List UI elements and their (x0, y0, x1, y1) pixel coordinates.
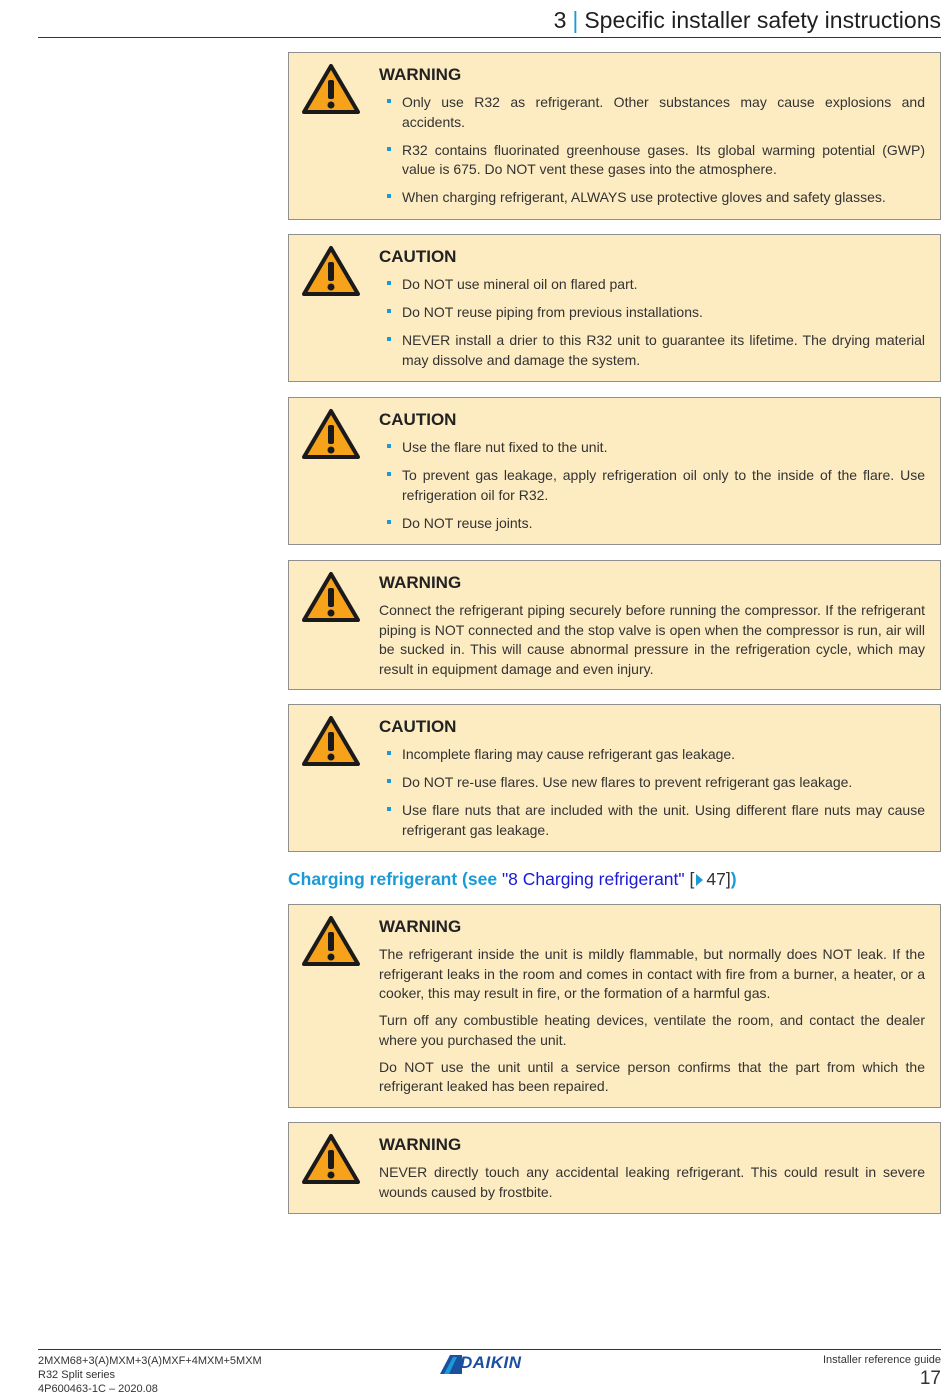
box-paragraph: Connect the refrigerant piping securely before running the compressor. If the refrigerant piping is NOT connected and the stop valve is open when the compressor is run, air will be sucked in. This will cause abnormal pressure in the refrigeration cycle, which may result in equipment damage and even injury. (379, 602, 925, 677)
box-heading: WARNING (379, 573, 462, 592)
footer-guide-title: Installer reference guide (822, 1354, 941, 1366)
warning-triangle-icon (301, 571, 361, 623)
bracket-open: [ (684, 869, 695, 889)
box-paragraph: Turn off any combustible heating devices, ventilate the room, and contact the dealer where you purchased the unit. (379, 1012, 925, 1048)
header-separator: | (572, 7, 579, 33)
list-item: Incomplete flaring may cause refrigerant gas leakage. (379, 745, 925, 765)
list-item: Only use R32 as refrigerant. Other substances may cause explosions and accidents. (379, 93, 925, 132)
box-heading: WARNING (379, 65, 462, 84)
cross-reference-link[interactable]: "8 Charging refrigerant" (501, 869, 685, 889)
bracket-close: ] (725, 869, 731, 889)
footer-doc-info (38, 1354, 262, 1396)
footer-model: 2MXM68+3(A)MXM+3(A)MXF+4MXM+5MXM (38, 1355, 262, 1367)
warning-triangle-icon (301, 715, 361, 767)
page-number: 17 (919, 1368, 941, 1389)
list-item: Use flare nuts that are included with the unit. Using different flare nuts may cause refrigerant gas leakage. (379, 801, 925, 840)
warning-triangle-icon (301, 245, 361, 297)
warning-triangle-icon (301, 63, 361, 115)
list-item: Do NOT use mineral oil on flared part. (379, 275, 925, 295)
warning-triangle-icon (301, 408, 361, 460)
box-paragraph: Do NOT use the unit until a service person confirms that the part from which the refrigerant leaked has been repaired. (379, 1058, 925, 1094)
page-header (38, 4, 941, 38)
caution-box (288, 397, 941, 545)
warning-box (288, 904, 941, 1108)
list-item: R32 contains fluorinated greenhouse gases. Its global warming potential (GWP) value is 675. Do NOT vent these gases into the atmosphere. (379, 141, 925, 180)
brand-name: DAIKIN (460, 1353, 522, 1372)
list-item: Do NOT reuse piping from previous installations. (379, 303, 925, 323)
list-item: Use the flare nut fixed to the unit. (379, 438, 925, 458)
list-item: When charging refrigerant, ALWAYS use protective gloves and safety glasses. (379, 188, 925, 208)
box-heading: CAUTION (379, 247, 457, 266)
warning-box (288, 560, 941, 690)
box-heading: CAUTION (379, 717, 457, 736)
daikin-logo-icon (438, 1353, 462, 1375)
footer-divider (38, 1349, 941, 1350)
page-arrow-icon (696, 874, 703, 886)
warning-triangle-icon (301, 1133, 361, 1185)
caution-box (288, 234, 941, 382)
list-item: NEVER install a drier to this R32 unit to guarantee its lifetime. The drying material may dissolve and damage the system. (379, 331, 925, 370)
chapter-title: Specific installer safety instructions (584, 7, 941, 33)
footer-guide-info (823, 1354, 941, 1390)
chapter-number: 3 (553, 7, 567, 33)
footer-docnum: 4P600463-1C – 2020.08 (38, 1383, 158, 1395)
footer-series: R32 Split series (38, 1369, 116, 1381)
warning-triangle-icon (301, 915, 361, 967)
page-reference[interactable]: 47 (706, 869, 726, 889)
list-item: Do NOT reuse joints. (379, 514, 925, 534)
box-heading: WARNING (379, 917, 462, 936)
section-heading (288, 869, 737, 890)
section-heading-close: ) (730, 869, 737, 889)
warning-box (288, 52, 941, 220)
section-heading-text: Charging refrigerant (see (288, 869, 502, 889)
box-paragraph: NEVER directly touch any accidental leaking refrigerant. This could result in severe wounds caused by frostbite. (379, 1164, 925, 1200)
box-paragraph: The refrigerant inside the unit is mildly flammable, but normally does NOT leak. If the refrigerant leaks in the room and comes in contact with fire from a burner, a heater, or a cooker, this may result in fire, or the formation of a harmful gas. (379, 946, 925, 1001)
box-heading: CAUTION (379, 410, 457, 429)
caution-box (288, 704, 941, 852)
box-heading: WARNING (379, 1135, 462, 1154)
warning-box (288, 1122, 941, 1214)
list-item: To prevent gas leakage, apply refrigeration oil only to the inside of the flare. Use refrigeration oil for R32. (379, 466, 925, 505)
list-item: Do NOT re-use flares. Use new flares to prevent refrigerant gas leakage. (379, 773, 925, 793)
